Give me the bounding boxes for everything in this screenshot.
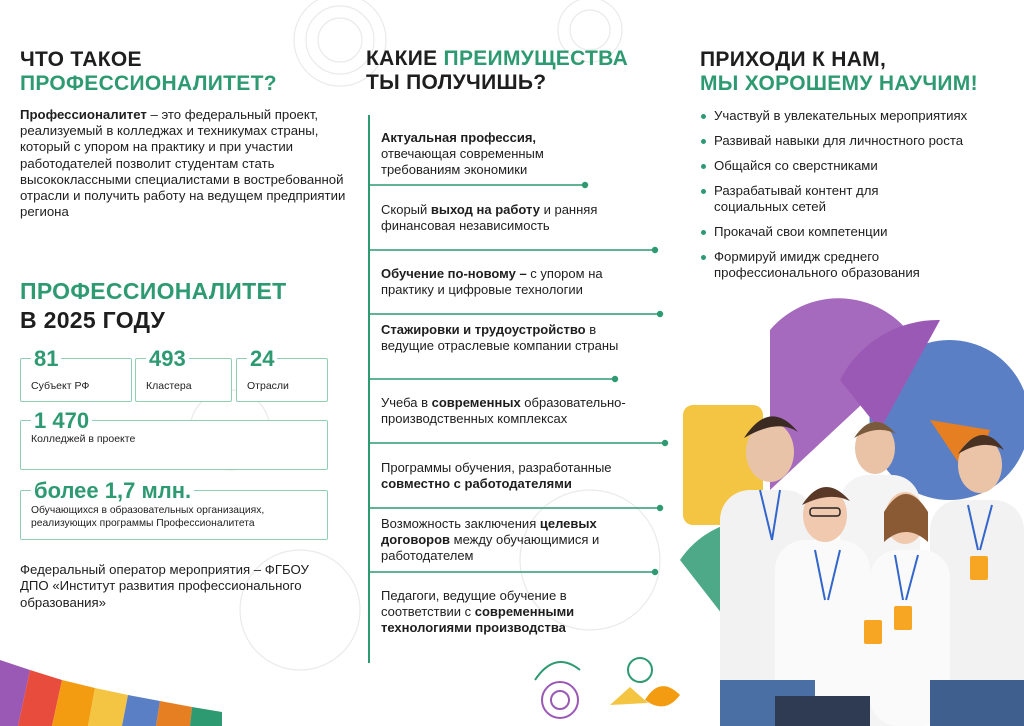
list-item <box>700 133 1020 149</box>
stat-box-students <box>20 478 328 540</box>
benefit-item <box>381 588 641 637</box>
list-item <box>700 183 904 215</box>
stats-heading-line2: В 2025 ГОДУ <box>20 307 166 333</box>
benefit-bold: Стажировки и трудоустройство <box>381 322 586 337</box>
stat-box-colleges <box>20 408 328 470</box>
bullet-dot <box>701 164 706 169</box>
col3-heading-line1: ПРИХОДИ К НАМ, <box>700 48 887 71</box>
col2-heading-line2: ТЫ ПОЛУЧИШЬ? <box>366 71 547 94</box>
benefit-text: Скорый <box>381 202 431 217</box>
benefit-text: Программы обучения, разработанные <box>381 460 612 475</box>
stats-heading <box>20 277 286 335</box>
benefit-bold: Обучение по-новому – <box>381 266 527 281</box>
stat-box-subjects <box>20 346 132 402</box>
benefit-item <box>381 202 641 234</box>
benefit-text: Возможность заключения <box>381 516 540 531</box>
stripes-decoration <box>0 660 222 726</box>
stat-label: Субъект РФ <box>31 380 90 392</box>
col3-heading-line2: МЫ ХОРОШЕМУ НАУЧИМ! <box>700 72 978 95</box>
benefit-bold: выход на работу <box>430 202 540 217</box>
benefit-text: Педагоги, ведущие обучение в соответствии с <box>381 588 567 620</box>
list-item-text: Формируй имидж среднего профессионального образования <box>714 249 920 280</box>
stat-label: Колледжей в проекте <box>31 433 136 445</box>
list-item <box>700 224 1020 240</box>
stat-label: Обучающихся в образовательных организациях, реализующих программы Профессионалитета <box>31 505 265 529</box>
benefit-bold: современных <box>431 395 521 410</box>
col2-heading-part-b: ПРЕИМУЩЕСТВА <box>443 47 629 70</box>
benefit-bold: совместно с работодателями <box>381 476 572 492</box>
benefit-text: образовательно-производственных комплексах <box>381 395 626 427</box>
stat-value: 493 <box>146 347 189 371</box>
col1-heading-line2: ПРОФЕССИОНАЛИТЕТ? <box>20 72 277 95</box>
benefit-bold: Актуальная профессия, <box>381 130 537 145</box>
intro-description: – это федеральный проект, реализуемый в колледжах и техникумах страны, который с упором на практику и при участии работодателей позволит студентам стать высококлассными специалистами в востребованной отрасли и получить работу на ведущем предприятии региона <box>20 107 346 220</box>
benefit-bold: современными технологиями производства <box>381 604 575 636</box>
benefit-bold: целевых договоров <box>381 516 597 548</box>
benefits-timeline <box>368 115 370 663</box>
stat-label: Кластера <box>146 380 192 392</box>
col1-intro-text <box>20 107 350 220</box>
stat-value: 1 470 <box>31 409 92 433</box>
benefit-item <box>381 516 646 565</box>
benefit-text: Учеба в <box>381 395 432 410</box>
stats-heading-line1: ПРОФЕССИОНАЛИТЕТ <box>20 278 287 304</box>
benefit-text: и ранняя финансовая независимость <box>381 202 598 234</box>
bullet-dot <box>701 139 706 144</box>
bullet-dot <box>701 114 706 119</box>
list-item-text: Общайся со сверстниками <box>714 158 878 173</box>
list-item <box>700 108 1020 124</box>
benefit-item <box>381 266 651 298</box>
col1-heading-line1: ЧТО ТАКОЕ <box>20 48 142 71</box>
activities-list <box>700 108 1020 290</box>
intro-bold-term: Профессионалитет <box>20 107 147 122</box>
stat-box-industries <box>236 346 328 402</box>
operator-note: Федеральный оператор мероприятия – ФГБОУ ДПО «Институт развития профессионального образования» <box>20 562 309 610</box>
benefit-text: отвечающая современным требованиям экономики <box>381 146 544 178</box>
stat-value: более 1,7 млн. <box>31 479 194 503</box>
list-item <box>700 249 974 281</box>
benefit-text: между обучающимися и работодателем <box>381 532 600 564</box>
col2-heading-part-a: КАКИЕ <box>366 47 444 70</box>
benefit-item <box>381 460 661 492</box>
list-item <box>700 158 1020 174</box>
col2-heading-line1 <box>366 47 628 71</box>
bullet-dot <box>701 230 706 235</box>
list-item-text: Участвуй в увлекательных мероприятиях <box>714 108 968 123</box>
stat-value: 81 <box>31 347 61 371</box>
benefit-text: в ведущие отраслевые компании страны <box>381 322 619 354</box>
students-group-photo <box>680 300 1024 726</box>
stat-box-clusters <box>135 346 232 402</box>
bullet-dot <box>701 255 706 260</box>
benefit-item <box>381 395 666 427</box>
stat-label: Отрасли <box>247 380 289 392</box>
benefit-item <box>381 130 581 179</box>
list-item-text: Развивай навыки для личностного роста <box>714 133 964 148</box>
list-item-text: Разрабатывай контент для социальных сетей <box>714 183 879 214</box>
list-item-text: Прокачай свои компетенции <box>714 224 888 239</box>
benefit-text: с упором на практику и цифровые технологии <box>381 266 603 298</box>
bullet-dot <box>701 189 706 194</box>
stat-value: 24 <box>247 347 277 371</box>
benefit-item <box>381 322 631 354</box>
